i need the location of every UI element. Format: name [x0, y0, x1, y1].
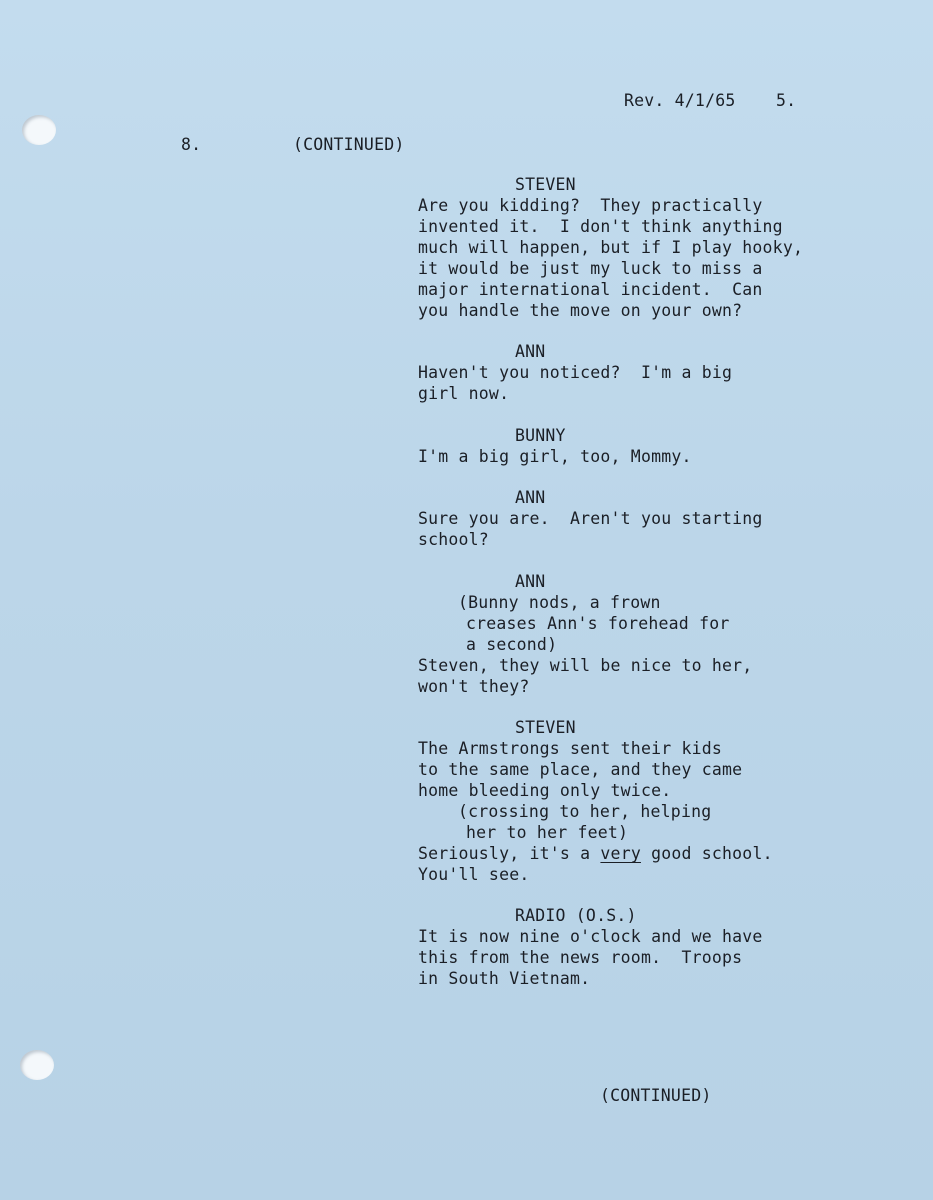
dialogue-line: to the same place, and they came: [418, 760, 743, 779]
dialogue-block-steven-2: [418, 717, 773, 885]
parenthetical-line: her to her feet): [466, 823, 629, 842]
dialogue-block-ann-3: [418, 571, 752, 697]
dialogue-block-ann-2: [418, 487, 763, 550]
dialogue-line: this from the news room. Troops: [418, 948, 743, 967]
parenthetical-line: (crossing to her, helping: [458, 802, 712, 821]
character-name: ANN: [515, 342, 546, 361]
character-name: ANN: [515, 488, 546, 507]
dialogue-text: Seriously, it's a: [418, 844, 601, 863]
dialogue-line: it would be just my luck to miss a: [418, 259, 763, 278]
dialogue-line: major international incident. Can: [418, 280, 763, 299]
parenthetical-line: creases Ann's forehead for: [466, 614, 730, 633]
character-name: STEVEN: [515, 175, 576, 194]
parenthetical-line: a second): [466, 635, 558, 654]
character-name: ANN: [515, 572, 546, 591]
revision-date: Rev. 4/1/65: [624, 91, 736, 110]
dialogue-line: home bleeding only twice.: [418, 781, 672, 800]
dialogue-text: good school.: [640, 844, 773, 863]
character-name: BUNNY: [515, 426, 566, 445]
dialogue-line: you handle the move on your own?: [418, 301, 743, 320]
dialogue-line: much will happen, but if I play hooky,: [418, 238, 804, 257]
parenthetical-line: (Bunny nods, a frown: [458, 593, 661, 612]
page-number: 5.: [776, 91, 797, 110]
dialogue-line: school?: [418, 530, 489, 549]
dialogue-block-steven-1: [418, 174, 803, 321]
punch-hole-top: [22, 115, 56, 145]
punch-hole-bottom: [20, 1050, 54, 1080]
character-name: STEVEN: [515, 718, 576, 737]
dialogue-block-radio: [418, 905, 763, 989]
dialogue-line: It is now nine o'clock and we have: [418, 927, 763, 946]
dialogue-line: [418, 843, 773, 864]
dialogue-line: Are you kidding? They practically: [418, 196, 763, 215]
dialogue-block-ann-1: [418, 341, 732, 404]
scene-number: 8.: [181, 135, 202, 154]
dialogue-line: I'm a big girl, too, Mommy.: [418, 447, 692, 466]
dialogue-line: Haven't you noticed? I'm a big: [418, 363, 733, 382]
underlined-emphasis: very: [600, 844, 641, 863]
dialogue-line: Steven, they will be nice to her,: [418, 656, 753, 675]
dialogue-line: invented it. I don't think anything: [418, 217, 783, 236]
dialogue-block-bunny: [418, 425, 692, 467]
dialogue-line: won't they?: [418, 677, 530, 696]
scene-continued-label: (CONTINUED): [293, 135, 405, 154]
dialogue-line: Sure you are. Aren't you starting: [418, 509, 763, 528]
dialogue-line: The Armstrongs sent their kids: [418, 739, 723, 758]
dialogue-line: in South Vietnam.: [418, 969, 591, 988]
footer-continued-label: (CONTINUED): [600, 1086, 712, 1105]
character-name: RADIO (O.S.): [515, 906, 637, 925]
dialogue-line: You'll see.: [418, 865, 530, 884]
dialogue-line: girl now.: [418, 384, 510, 403]
